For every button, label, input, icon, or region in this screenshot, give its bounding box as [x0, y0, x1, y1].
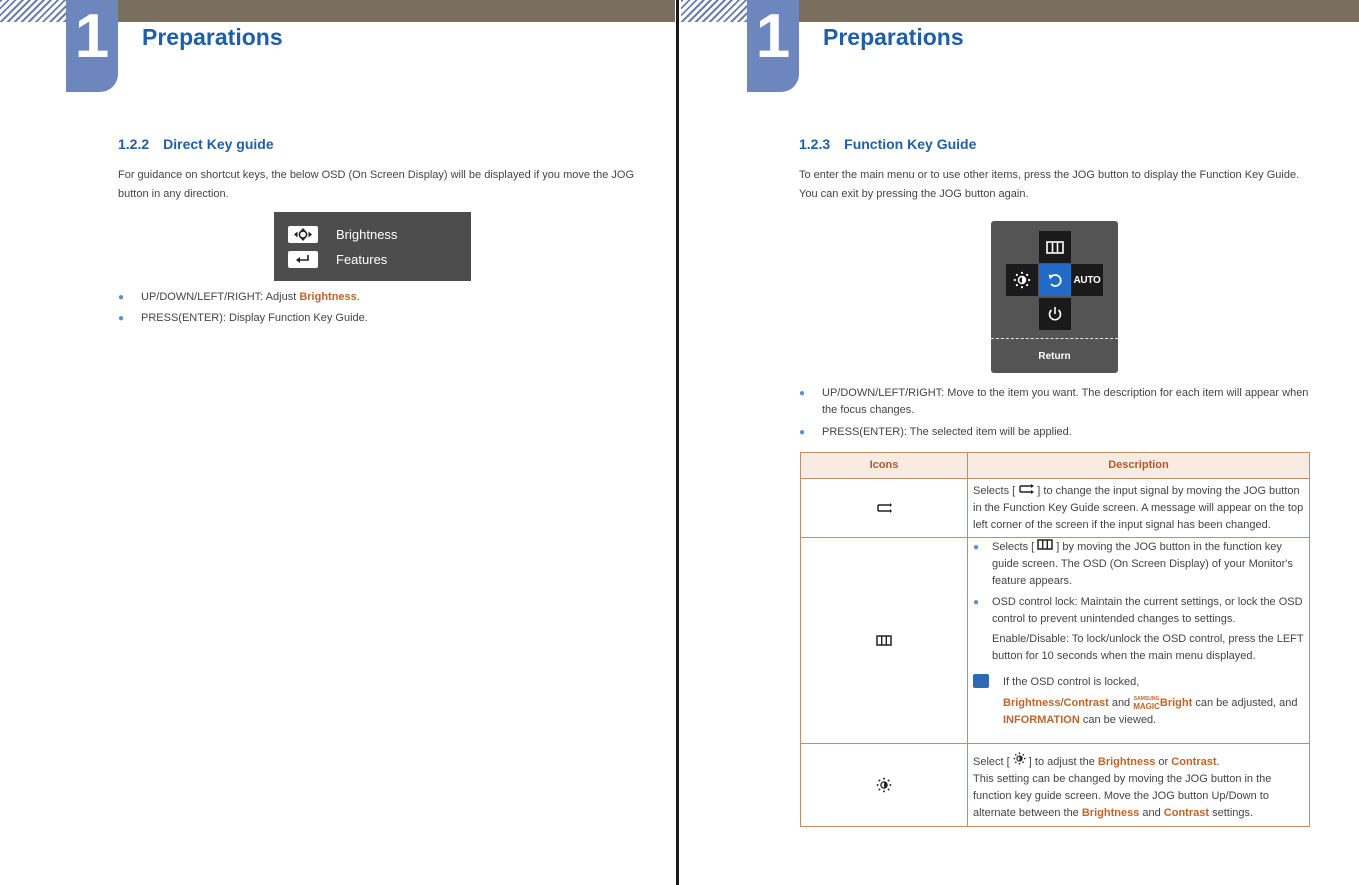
bullet-text: PRESS(ENTER): The selected item will be applied.	[822, 426, 1072, 438]
desc-brightness: Brightness	[1081, 807, 1140, 819]
bullet-item	[973, 539, 1307, 590]
osd-row-features	[288, 249, 387, 269]
icons-table	[800, 452, 1310, 827]
auto-label: AUTO	[1073, 274, 1101, 286]
bullet-item	[118, 289, 360, 306]
osd-features-label: Features	[336, 251, 388, 267]
note-text: can be viewed.	[1079, 714, 1157, 726]
bullet-dot: ●	[973, 597, 980, 608]
enter-icon	[288, 251, 318, 268]
bullet-text: .	[356, 291, 360, 303]
direct-key-osd	[274, 212, 471, 281]
desc-brightness: Brightness	[1097, 756, 1156, 768]
note-text: If the OSD control is locked,	[1003, 676, 1140, 688]
note-information: INFORMATION	[1003, 714, 1080, 726]
jog-direction-icon	[288, 226, 318, 243]
bullet-text: the focus changes.	[822, 404, 915, 416]
desc-text: button for 10 seconds when the main menu displayed.	[992, 650, 1256, 662]
desc-text: Selects [	[973, 485, 1019, 497]
return-icon	[1039, 264, 1071, 296]
intro-paragraph	[799, 166, 1329, 204]
bullet-text: UP/DOWN/LEFT/RIGHT: Adjust	[141, 291, 300, 303]
desc-text: and	[1139, 807, 1164, 819]
return-label: Return	[1038, 351, 1071, 362]
desc-contrast: Contrast	[1171, 756, 1217, 768]
desc-text: This setting can be changed by moving the JOG button in the	[973, 773, 1272, 785]
brightness-icon	[801, 744, 967, 826]
inline-source-icon	[1018, 485, 1034, 497]
chapter-number: 1	[74, 2, 110, 71]
note-icon	[973, 674, 989, 688]
desc-text: Select [	[973, 756, 1013, 768]
intro-line: To enter the main menu or to use other items, press the JOG button to display the Function Key Guide.	[799, 169, 1300, 181]
table-header	[801, 453, 1309, 478]
desc-text: ] to change the input signal by moving the JOG button	[1034, 485, 1300, 497]
chapter-title: Preparations	[823, 24, 964, 50]
note-text: /	[1060, 697, 1064, 709]
power-icon	[1039, 298, 1071, 330]
header-description: Description	[1108, 459, 1169, 471]
section-title: Function Key Guide	[844, 136, 977, 152]
intro-line: For guidance on shortcut keys, the below OSD (On Screen Display) will be displayed if you move the JOG	[118, 169, 635, 181]
gutter-line	[676, 0, 679, 885]
bullet-item	[799, 385, 1312, 419]
bullet-dot: ●	[118, 292, 125, 303]
osd-brightness-label: Brightness	[336, 226, 398, 242]
note-text: can be adjusted, and	[1192, 697, 1298, 709]
desc-text: function key guide screen. Move the JOG button Up/Down to	[973, 790, 1269, 802]
left-page	[0, 0, 675, 885]
chapter-title: Preparations	[142, 24, 283, 50]
magic-samsung: SAMSUNG	[1133, 696, 1160, 703]
column-divider	[967, 453, 968, 826]
desc-text: .	[1216, 756, 1220, 768]
note-contrast: Contrast	[1063, 697, 1109, 709]
section-heading	[799, 136, 976, 152]
desc-text: left corner of the screen if the input signal has been changed.	[973, 519, 1271, 531]
header-hatch	[681, 0, 747, 22]
bullet-dot: ●	[799, 427, 806, 438]
bullet-dot: ●	[118, 313, 125, 324]
menu-icon	[1039, 231, 1071, 263]
note-block	[973, 674, 1307, 729]
inline-menu-icon	[1037, 541, 1053, 553]
magic-text: MAGIC	[1133, 702, 1160, 712]
bullet-item	[118, 310, 368, 327]
highlight-brightness: Brightness	[299, 291, 357, 303]
magic-logo	[1133, 696, 1160, 710]
desc-text: in the Function Key Guide screen. A message will appear on the top	[973, 502, 1304, 514]
menu-description	[973, 539, 1307, 729]
desc-text: feature appears.	[992, 575, 1073, 587]
note-brightness: Brightness	[1003, 697, 1061, 709]
desc-text: Enable/Disable: To lock/unlock the OSD control, press the LEFT	[992, 633, 1304, 645]
section-title: Direct Key guide	[163, 136, 274, 152]
intro-paragraph	[118, 166, 648, 204]
menu-icon	[801, 538, 967, 743]
desc-text: ] by moving the JOG button in the function key	[1053, 541, 1282, 553]
chapter-tab	[66, 0, 118, 92]
desc-text: or	[1155, 756, 1172, 768]
bullet-dot: ●	[973, 542, 980, 553]
desc-text: Selects [	[992, 541, 1038, 553]
bullet-dot: ●	[799, 388, 806, 399]
desc-text: settings.	[1209, 807, 1254, 819]
bullet-item	[973, 594, 1307, 665]
bullet-text: PRESS(ENTER): Display Function Key Guide.	[141, 312, 368, 324]
desc-text: control to prevent unintended changes to settings.	[992, 613, 1236, 625]
auto-button	[1071, 264, 1103, 296]
note-bright: Bright	[1159, 697, 1193, 709]
desc-text: ] to adjust the	[1025, 756, 1098, 768]
guide-divider	[991, 338, 1118, 339]
desc-text: alternate between the	[973, 807, 1082, 819]
brightness-description	[973, 752, 1307, 822]
brightness-icon	[1006, 264, 1038, 296]
intro-line: button in any direction.	[118, 188, 229, 200]
function-key-guide	[991, 221, 1118, 373]
section-number: 1.2.2	[118, 136, 150, 152]
source-description	[973, 483, 1307, 534]
header-icons: Icons	[869, 459, 899, 471]
chapter-number: 1	[755, 2, 791, 71]
bullet-text: UP/DOWN/LEFT/RIGHT: Move to the item you want. The description for each item will appear when	[822, 387, 1309, 399]
header-hatch	[0, 0, 66, 22]
desc-text: OSD control lock: Maintain the current settings, or lock the OSD	[992, 596, 1303, 608]
bullet-item	[799, 424, 1072, 441]
osd-row-brightness	[288, 224, 397, 244]
inline-brightness-icon	[1013, 756, 1026, 768]
desc-contrast: Contrast	[1163, 807, 1210, 819]
desc-text: guide screen. The OSD (On Screen Display) of your Monitor's	[992, 558, 1293, 570]
section-heading	[118, 136, 274, 152]
right-page	[681, 0, 1359, 885]
section-number: 1.2.3	[799, 136, 831, 152]
intro-line: You can exit by pressing the JOG button again.	[799, 188, 1029, 200]
note-text: and	[1108, 697, 1134, 709]
source-icon	[801, 479, 967, 537]
chapter-tab	[747, 0, 799, 92]
